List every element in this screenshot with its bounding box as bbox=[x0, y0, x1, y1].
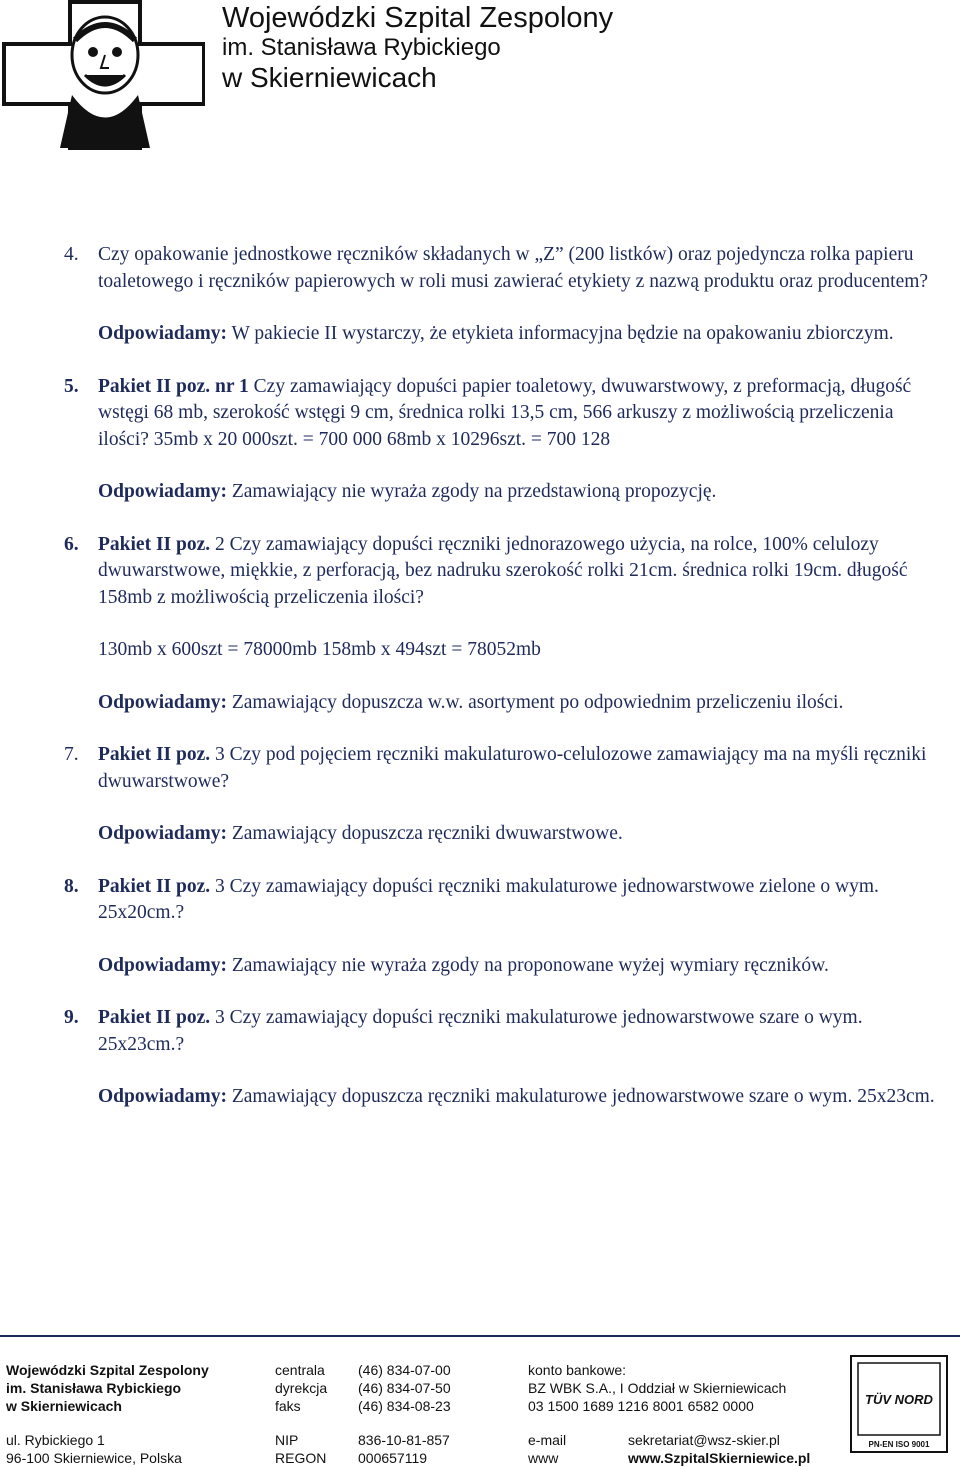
qa-item-5 bbox=[64, 374, 944, 506]
footer-divider bbox=[0, 1335, 960, 1337]
footer-org-line1: Wojewódzki Szpital Zespolony bbox=[6, 1362, 209, 1378]
question-text: Czy pod pojęciem ręczniki makulaturowo-celulozowe zamawiający ma na myśli ręczniki dwuwarstwowe? bbox=[98, 744, 927, 792]
question-text: Czy zamawiający dopuści ręczniki makulaturowe jednowarstwowe zielone o wym. 25x20cm.? bbox=[98, 875, 879, 923]
nip-value: 836-10-81-857 bbox=[358, 1432, 450, 1448]
answer-text: Zamawiający dopuszcza w.w. asortyment po odpowiednim przeliczeniu ilości. bbox=[231, 691, 844, 713]
position-label: Pakiet II poz. bbox=[98, 1007, 211, 1028]
question-text: Czy opakowanie jednostkowe ręczników składanych w „Z” (200 listków) oraz pojedyncza rolka papieru toaletowego i ręczników papierowych w roli musi zawierać etykiety z nazwą produktu oraz producentem? bbox=[98, 244, 929, 292]
item-number: 8. bbox=[64, 875, 79, 897]
cert-text2: PN-EN ISO 9001 bbox=[868, 1440, 930, 1449]
footer-address-line2: 96-100 Skierniewice, Polska bbox=[6, 1450, 182, 1466]
tuv-nord-certificate-logo bbox=[850, 1355, 948, 1453]
footer-contact-labels bbox=[275, 1361, 327, 1467]
regon-label: REGON bbox=[275, 1450, 327, 1466]
dyrekcja-phone: (46) 834-07-50 bbox=[358, 1380, 451, 1396]
item-number: 7. bbox=[64, 744, 79, 765]
position-label: Pakiet II poz. bbox=[98, 744, 211, 765]
footer-organization bbox=[6, 1361, 209, 1467]
qa-item-6 bbox=[64, 532, 944, 717]
position-label: Pakiet II poz. bbox=[98, 875, 211, 897]
footer-bank bbox=[528, 1361, 810, 1467]
website-link[interactable]: www.SzpitalSkierniewice.pl bbox=[628, 1450, 811, 1466]
question-text: Czy zamawiający dopuści papier toaletowy, dwuwarstwowy, z preformacją, długość wstęgi 68 mb, szerokość wstęgi 9 cm, średnica rolki 13,5 cm, 566 arkuszy z możliwością przeliczenia ilości? 35mb x 20 000szt. = 700 000 68mb x 10296szt. = 700 128 bbox=[98, 375, 912, 450]
qa-item-4 bbox=[64, 242, 944, 348]
bank-name: BZ WBK S.A., I Oddział w Skierniewicach bbox=[528, 1380, 787, 1396]
answer-label: Odpowiadamy: bbox=[98, 323, 227, 344]
answer-label: Odpowiadamy: bbox=[98, 1086, 227, 1107]
page-footer bbox=[0, 1335, 960, 1466]
centrala-label: centrala bbox=[275, 1362, 325, 1378]
calculation-text: 130mb x 600szt = 78000mb 158mb x 494szt = 78052mb bbox=[98, 639, 541, 660]
item-number: 9. bbox=[64, 1007, 79, 1028]
footer-org-line2: im. Stanisława Rybickiego bbox=[6, 1380, 182, 1396]
www-label: www bbox=[528, 1450, 559, 1466]
cert-text1: TÜV NORD bbox=[865, 1392, 933, 1407]
question-text: Czy zamawiający dopuści ręczniki jednorazowego użycia, na rolce, 100% celulozy dwuwarstwowe, miękkie, z perforacją, bez nadruku szerokość rolki 21cm. średnica rolki 19cm. długość 158mb z możliwością przeliczenia ilości? bbox=[98, 533, 908, 608]
footer-org-line3: w Skierniewicach bbox=[6, 1398, 122, 1414]
qa-item-9 bbox=[64, 1005, 944, 1111]
position-number: 3 bbox=[215, 744, 225, 765]
question-text: Czy zamawiający dopuści ręczniki makulaturowe jednowarstwowe szare o wym. 25x23cm.? bbox=[98, 1007, 863, 1055]
centrala-phone: (46) 834-07-00 bbox=[358, 1362, 451, 1378]
item-number: 4. bbox=[64, 244, 79, 265]
hospital-cross-logo bbox=[0, 0, 205, 150]
nip-label: NIP bbox=[275, 1432, 299, 1448]
header-city: w Skierniewicach bbox=[222, 62, 437, 93]
faks-number: (46) 834-08-23 bbox=[358, 1398, 451, 1414]
qa-list bbox=[64, 242, 944, 1111]
answer-text: Zamawiający nie wyraża zgody na przedstawioną propozycję. bbox=[231, 481, 717, 502]
qa-item-8 bbox=[64, 874, 944, 980]
footer-address-line1: ul. Rybickiego 1 bbox=[6, 1432, 105, 1448]
faks-label: faks bbox=[275, 1398, 301, 1414]
item-number: 5. bbox=[64, 375, 79, 397]
position-number: 2 bbox=[215, 533, 225, 555]
bank-account: 03 1500 1689 1216 8001 6582 0000 bbox=[528, 1398, 754, 1414]
header-hospital-name: Wojewódzki Szpital Zespolony bbox=[222, 2, 614, 34]
answer-label: Odpowiadamy: bbox=[98, 481, 227, 502]
position-number: 3 bbox=[215, 1007, 225, 1028]
position-label: Pakiet II poz. bbox=[98, 533, 211, 555]
answer-text: Zamawiający dopuszcza ręczniki makulaturowe jednowarstwowe szare o wym. 25x23cm. bbox=[231, 1086, 935, 1107]
answer-label: Odpowiadamy: bbox=[98, 691, 227, 713]
position-number: 3 bbox=[215, 875, 225, 897]
footer-contact-values bbox=[358, 1361, 451, 1467]
email-label: e-mail bbox=[528, 1432, 567, 1448]
item-number: 6. bbox=[64, 533, 79, 555]
dyrekcja-label: dyrekcja bbox=[275, 1380, 328, 1396]
answer-label: Odpowiadamy: bbox=[98, 954, 227, 976]
regon-value: 000657119 bbox=[358, 1450, 428, 1466]
qa-item-7 bbox=[64, 742, 944, 848]
bank-label: konto bankowe: bbox=[528, 1362, 627, 1378]
answer-label: Odpowiadamy: bbox=[98, 823, 227, 844]
answer-text: W pakiecie II wystarczy, że etykieta informacyjna będzie na opakowaniu zbiorczym. bbox=[231, 323, 894, 344]
position-label: Pakiet II poz. nr 1 bbox=[98, 375, 249, 397]
header-patron-name: im. Stanisława Rybickiego bbox=[222, 34, 501, 61]
answer-text: Zamawiający dopuszcza ręczniki dwuwarstwowe. bbox=[231, 823, 623, 844]
answer-text: Zamawiający nie wyraża zgody na proponowane wyżej wymiary ręczników. bbox=[231, 954, 829, 976]
email-link[interactable]: sekretariat@wsz-skier.pl bbox=[628, 1432, 780, 1448]
